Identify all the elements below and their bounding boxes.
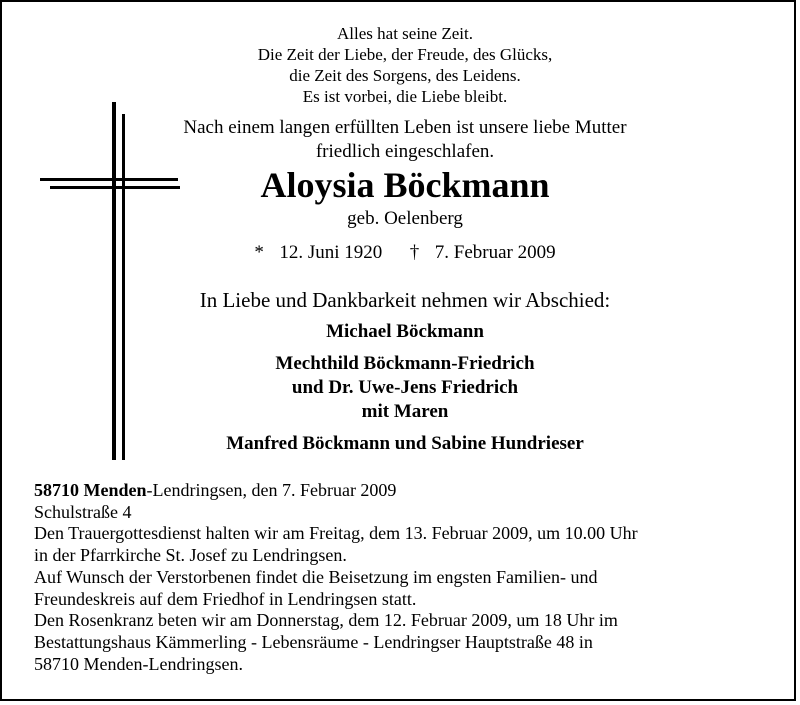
intro-line: friedlich eingeschlafen. — [315, 141, 495, 162]
life-dates — [112, 240, 698, 266]
postcode-city: 58710 Menden — [34, 480, 147, 500]
detail-line: Auf Wunsch der Verstorbenen findet die Beisetzung im engsten Familien- und — [34, 566, 598, 587]
birth-date: 12. Juni 1920 — [279, 242, 383, 263]
mourner: mit Maren — [361, 401, 449, 422]
birth-name: geb. Oelenberg — [347, 208, 463, 229]
place-date: -Lendringsen, den 7. Februar 2009 — [146, 480, 397, 500]
poem-line: Es ist vorbei, die Liebe bleibt. — [302, 87, 508, 106]
mourner: Manfred Böckmann und Sabine Hundrieser — [226, 433, 584, 454]
death-date: 7. Februar 2009 — [434, 242, 556, 263]
detail-line: 58710 Menden-Lendringsen. — [34, 653, 243, 674]
detail-line: in der Pfarrkirche St. Josef zu Lendringsen. — [34, 545, 347, 566]
footer-details — [34, 480, 786, 675]
intro-line: Nach einem langen erfüllten Leben ist unsere liebe Mutter — [183, 117, 627, 138]
detail-line: Den Trauergottesdienst halten wir am Freitag, dem 13. Februar 2009, um 10.00 Uhr — [34, 523, 638, 544]
poem-line: die Zeit des Sorgens, des Leidens. — [289, 66, 521, 85]
mourner: Mechthild Böckmann-Friedrich — [275, 353, 535, 374]
intro-text — [112, 116, 698, 164]
poem-line: Die Zeit der Liebe, der Freude, des Glücks, — [257, 45, 553, 64]
detail-line: Freundeskreis auf dem Friedhof in Lendringsen statt. — [34, 588, 417, 609]
street: Schulstraße 4 — [34, 501, 132, 522]
died-icon: † — [409, 242, 420, 263]
farewell-line: In Liebe und Dankbarkeit nehmen wir Abschied: — [199, 288, 611, 312]
mourners-list — [112, 320, 698, 456]
deceased-name: Aloysia Böckmann — [260, 165, 550, 205]
detail-line: Bestattungshaus Kämmerling - Lebensräume - Lendringser Hauptstraße 48 in — [34, 631, 593, 652]
poem — [112, 23, 698, 107]
detail-line: Den Rosenkranz beten wir am Donnerstag, dem 12. Februar 2009, um 18 Uhr im — [34, 610, 618, 631]
mourner: Michael Böckmann — [326, 321, 484, 342]
address-line — [34, 480, 786, 502]
poem-line: Alles hat seine Zeit. — [337, 24, 473, 43]
born-icon: * — [254, 242, 264, 263]
mourner: und Dr. Uwe-Jens Friedrich — [291, 377, 519, 398]
